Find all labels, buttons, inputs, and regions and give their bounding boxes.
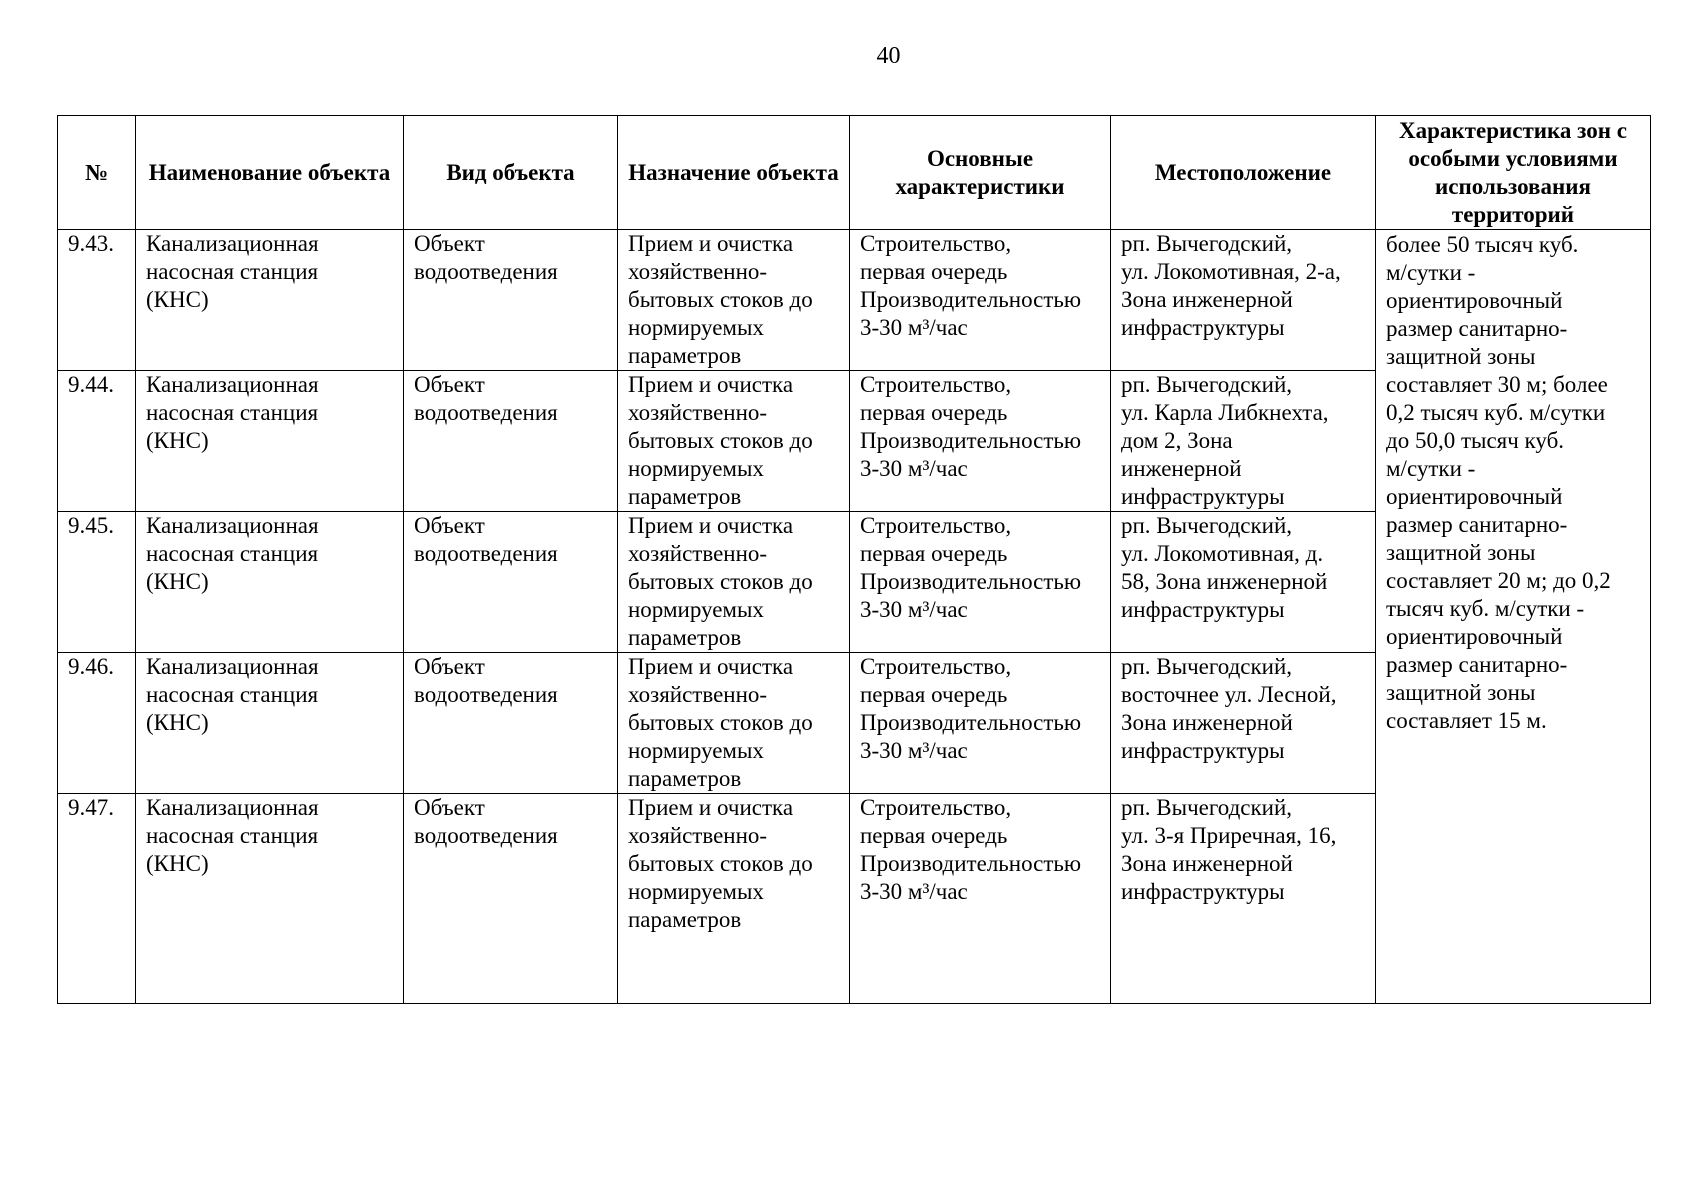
row-location: рп. Вычегодский, восточнее ул. Лесной, Зона инженерной инфраструктуры [1111,653,1376,794]
row-object-purpose: Прием и очистка хозяйственно- бытовых стоков до нормируемых параметров [618,794,850,1004]
objects-table [57,115,1651,1004]
row-object-purpose: Прием и очистка хозяйственно- бытовых стоков до нормируемых параметров [618,230,850,371]
row-number: 9.45. [58,512,136,653]
row-characteristics: Строительство, первая очередь Производительностью 3-30 м³/час [850,653,1111,794]
row-object-type: Объект водоотведения [404,653,618,794]
row-number: 9.44. [58,371,136,512]
row-characteristics: Строительство, первая очередь Производительностью 3-30 м³/час [850,230,1111,371]
row-number: 9.43. [58,230,136,371]
row-object-name: Канализационная насосная станция (КНС) [136,371,404,512]
row-object-name: Канализационная насосная станция (КНС) [136,794,404,1004]
row-number: 9.47. [58,794,136,1004]
row-object-purpose: Прием и очистка хозяйственно- бытовых стоков до нормируемых параметров [618,512,850,653]
header-number: № [58,116,136,230]
header-object-type: Вид объекта [404,116,618,230]
page-number: 40 [876,43,901,69]
row-object-purpose: Прием и очистка хозяйственно- бытовых стоков до нормируемых параметров [618,653,850,794]
row-object-name: Канализационная насосная станция (КНС) [136,653,404,794]
header-zone-characteristics: Характеристика зон с особыми условиями использования территорий [1376,116,1651,230]
row-number: 9.46. [58,653,136,794]
table-row [58,230,1651,371]
row-characteristics: Строительство, первая очередь Производительностью 3-30 м³/час [850,371,1111,512]
header-location: Местоположение [1111,116,1376,230]
row-object-type: Объект водоотведения [404,230,618,371]
header-object-name: Наименование объекта [136,116,404,230]
row-object-type: Объект водоотведения [404,794,618,1004]
row-location: рп. Вычегодский, ул. 3-я Приречная, 16, Зона инженерной инфраструктуры [1111,794,1376,1004]
header-main-characteristics: Основные характеристики [850,116,1111,230]
header-object-purpose: Назначение объекта [618,116,850,230]
row-object-type: Объект водоотведения [404,371,618,512]
row-object-purpose: Прием и очистка хозяйственно- бытовых стоков до нормируемых параметров [618,371,850,512]
row-location: рп. Вычегодский, ул. Локомотивная, 2-а, Зона инженерной инфраструктуры [1111,230,1376,371]
row-object-name: Канализационная насосная станция (КНС) [136,512,404,653]
row-characteristics: Строительство, первая очередь Производительностью 3-30 м³/час [850,794,1111,1004]
row-object-name: Канализационная насосная станция (КНС) [136,230,404,371]
zone-characteristics-cell: более 50 тысяч куб. м/сутки - ориентировочный размер санитарно- защитной зоны составляет 30 м; более 0,2 тысяч куб. м/сутки до 50,0 тысяч куб. м/сутки - ориентировочный размер санитарно- защитной зоны составляет 20 м; до 0,2 тысяч куб. м/сутки - ориентировочный размер санитарно- защитной зоны составляет 15 м. [1376,230,1651,1004]
row-location: рп. Вычегодский, ул. Локомотивная, д. 58, Зона инженерной инфраструктуры [1111,512,1376,653]
row-characteristics: Строительство, первая очередь Производительностью 3-30 м³/час [850,512,1111,653]
table-header-row [58,116,1651,230]
row-object-type: Объект водоотведения [404,512,618,653]
row-location: рп. Вычегодский, ул. Карла Либкнехта, дом 2, Зона инженерной инфраструктуры [1111,371,1376,512]
